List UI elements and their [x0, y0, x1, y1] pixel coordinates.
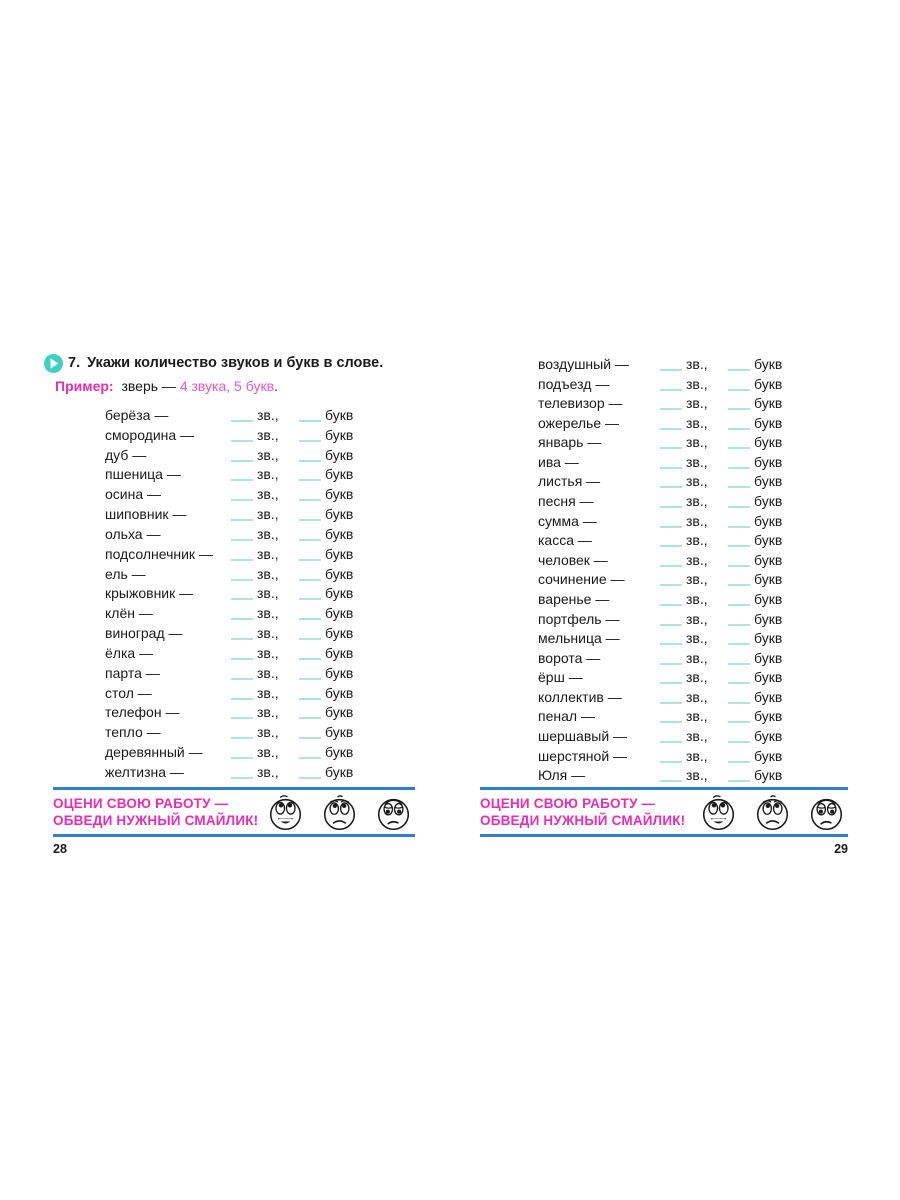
- sounds-unit-label: зв.,: [686, 669, 708, 686]
- letters-blank[interactable]: [728, 776, 750, 782]
- sounds-unit-label: зв.,: [686, 473, 708, 490]
- letters-blank[interactable]: [728, 580, 750, 586]
- sounds-unit-label: зв.,: [257, 684, 279, 701]
- word-row: [105, 485, 395, 505]
- letters-unit-label: букв: [325, 525, 354, 542]
- letters-blank[interactable]: [299, 456, 321, 462]
- letters-unit-label: букв: [325, 585, 354, 602]
- word-row: [538, 727, 828, 747]
- sounds-unit-label: зв.,: [257, 744, 279, 761]
- letters-blank[interactable]: [728, 463, 750, 469]
- letters-unit-label: букв: [754, 571, 783, 588]
- letters-unit-label: букв: [754, 727, 783, 744]
- sounds-unit-label: зв.,: [257, 545, 279, 562]
- word-row: [538, 747, 828, 767]
- letters-blank[interactable]: [728, 698, 750, 704]
- happy-smiley-icon[interactable]: [268, 794, 303, 831]
- word-label: шершавый —: [538, 727, 628, 744]
- word-row: [105, 763, 395, 783]
- letters-blank[interactable]: [299, 535, 321, 541]
- sad-smiley-icon[interactable]: [809, 794, 844, 831]
- example-answer: 4 звука, 5 букв: [179, 378, 274, 394]
- word-label: песня —: [538, 493, 594, 510]
- word-label: желтизна —: [105, 763, 184, 780]
- sounds-unit-label: зв.,: [257, 466, 279, 483]
- letters-blank[interactable]: [728, 522, 750, 528]
- sounds-unit-label: зв.,: [686, 767, 708, 784]
- sounds-unit-label: зв.,: [257, 724, 279, 741]
- letters-unit-label: букв: [325, 446, 354, 463]
- word-row: [105, 684, 395, 704]
- letters-unit-label: букв: [754, 708, 783, 725]
- letters-blank[interactable]: [728, 620, 750, 626]
- word-label: коллектив —: [538, 688, 622, 705]
- letters-blank[interactable]: [299, 515, 321, 521]
- letters-unit-label: букв: [325, 486, 354, 503]
- sounds-blank[interactable]: [660, 443, 682, 449]
- sounds-unit-label: зв.,: [686, 688, 708, 705]
- letters-unit-label: букв: [754, 512, 783, 529]
- sounds-unit-label: зв.,: [686, 356, 708, 372]
- word-row: [105, 406, 395, 426]
- word-label: листья —: [538, 473, 601, 490]
- word-row: [538, 531, 828, 551]
- word-row: [105, 624, 395, 644]
- letters-blank[interactable]: [728, 502, 750, 508]
- sad-smiley-icon[interactable]: [376, 794, 411, 831]
- word-label: ёлка —: [105, 644, 154, 661]
- letters-unit-label: букв: [754, 688, 783, 705]
- letters-blank[interactable]: [728, 678, 750, 684]
- neutral-smiley-icon[interactable]: [322, 794, 357, 831]
- self-assessment-footer-left: [53, 787, 415, 837]
- word-label: человек —: [538, 551, 608, 568]
- sounds-unit-label: зв.,: [257, 426, 279, 443]
- letters-unit-label: букв: [325, 407, 354, 423]
- letters-unit-label: букв: [754, 630, 783, 647]
- sounds-unit-label: зв.,: [686, 571, 708, 588]
- word-row: [538, 433, 828, 453]
- letters-unit-label: букв: [754, 669, 783, 686]
- word-row: [105, 703, 395, 723]
- letters-blank[interactable]: [728, 404, 750, 410]
- letters-blank[interactable]: [299, 594, 321, 600]
- letters-blank[interactable]: [299, 773, 321, 779]
- example-period: .: [274, 378, 278, 394]
- letters-blank[interactable]: [299, 416, 321, 422]
- sounds-unit-label: зв.,: [686, 512, 708, 529]
- word-label: ожерелье —: [538, 414, 620, 431]
- sounds-blank[interactable]: [231, 475, 253, 481]
- sounds-blank[interactable]: [231, 713, 253, 719]
- sounds-blank[interactable]: [660, 600, 682, 606]
- word-label: пенал —: [538, 708, 595, 725]
- word-row: [538, 472, 828, 492]
- word-label: парта —: [105, 664, 160, 681]
- letters-blank[interactable]: [299, 713, 321, 719]
- sounds-unit-label: зв.,: [257, 565, 279, 582]
- word-row: [105, 465, 395, 485]
- sounds-blank[interactable]: [231, 436, 253, 442]
- word-row: [105, 525, 395, 545]
- word-row: [538, 688, 828, 708]
- sounds-blank[interactable]: [231, 654, 253, 660]
- word-label: шерстяной —: [538, 747, 628, 764]
- happy-smiley-icon[interactable]: [701, 794, 736, 831]
- sounds-blank[interactable]: [231, 416, 253, 422]
- sounds-unit-label: зв.,: [686, 434, 708, 451]
- sounds-unit-label: зв.,: [686, 590, 708, 607]
- letters-blank[interactable]: [728, 659, 750, 665]
- sounds-blank[interactable]: [231, 555, 253, 561]
- sounds-blank[interactable]: [231, 773, 253, 779]
- word-label: деревянный —: [105, 744, 203, 761]
- self-assessment-text: [480, 795, 685, 830]
- letters-unit-label: букв: [325, 466, 354, 483]
- sounds-blank[interactable]: [231, 733, 253, 739]
- word-row: [538, 629, 828, 649]
- sounds-unit-label: зв.,: [686, 727, 708, 744]
- word-row: [538, 375, 828, 395]
- word-row: [538, 453, 828, 473]
- letters-blank[interactable]: [299, 555, 321, 561]
- neutral-smiley-icon[interactable]: [755, 794, 790, 831]
- sounds-unit-label: зв.,: [686, 610, 708, 627]
- sounds-blank[interactable]: [660, 365, 682, 371]
- self-assessment-line1: ОЦЕНИ СВОЮ РАБОТУ —: [480, 795, 656, 811]
- word-label: мельница —: [538, 630, 620, 647]
- letters-blank[interactable]: [728, 443, 750, 449]
- word-label: стол —: [105, 684, 152, 701]
- word-row: [538, 355, 828, 375]
- sounds-blank[interactable]: [231, 674, 253, 680]
- sounds-unit-label: зв.,: [257, 664, 279, 681]
- letters-unit-label: букв: [325, 506, 354, 523]
- sounds-unit-label: зв.,: [686, 708, 708, 725]
- sounds-blank[interactable]: [231, 634, 253, 640]
- sounds-unit-label: зв.,: [686, 630, 708, 647]
- word-row: [105, 426, 395, 446]
- sounds-unit-label: зв.,: [257, 625, 279, 642]
- sounds-blank[interactable]: [660, 717, 682, 723]
- word-label: варенье —: [538, 590, 610, 607]
- sounds-unit-label: зв.,: [686, 493, 708, 510]
- letters-blank[interactable]: [299, 475, 321, 481]
- letters-blank[interactable]: [299, 753, 321, 759]
- word-row: [538, 590, 828, 610]
- sounds-blank[interactable]: [660, 424, 682, 430]
- self-assessment-line1: ОЦЕНИ СВОЮ РАБОТУ —: [53, 795, 229, 811]
- sounds-blank[interactable]: [660, 463, 682, 469]
- letters-unit-label: букв: [754, 767, 783, 784]
- sounds-blank[interactable]: [231, 515, 253, 521]
- sounds-unit-label: зв.,: [686, 395, 708, 412]
- sounds-blank[interactable]: [231, 456, 253, 462]
- word-label: касса —: [538, 532, 592, 549]
- sounds-unit-label: зв.,: [257, 605, 279, 622]
- word-row: [538, 512, 828, 532]
- word-list-right: [538, 355, 828, 786]
- word-label: берёза —: [105, 407, 169, 423]
- word-row: [105, 723, 395, 743]
- word-label: ольха —: [105, 525, 161, 542]
- word-label: подъезд —: [538, 375, 610, 392]
- letters-unit-label: букв: [325, 744, 354, 761]
- word-label: телевизор —: [538, 395, 623, 412]
- word-label: тепло —: [105, 724, 161, 741]
- task-marker-icon: [44, 354, 63, 373]
- word-row: [105, 505, 395, 525]
- sounds-unit-label: зв.,: [686, 375, 708, 392]
- letters-blank[interactable]: [299, 654, 321, 660]
- sounds-blank[interactable]: [660, 757, 682, 763]
- letters-unit-label: букв: [754, 414, 783, 431]
- sounds-blank[interactable]: [660, 620, 682, 626]
- letters-unit-label: букв: [325, 763, 354, 780]
- sounds-unit-label: зв.,: [686, 747, 708, 764]
- letters-unit-label: букв: [325, 565, 354, 582]
- sounds-unit-label: зв.,: [257, 446, 279, 463]
- letters-unit-label: букв: [754, 473, 783, 490]
- word-label: подсолнечник —: [105, 545, 213, 562]
- sounds-blank[interactable]: [231, 575, 253, 581]
- word-label: крыжовник —: [105, 585, 194, 602]
- letters-blank[interactable]: [728, 561, 750, 567]
- word-label: Юля —: [538, 767, 586, 784]
- sounds-unit-label: зв.,: [257, 486, 279, 503]
- page-number-right: 29: [834, 842, 848, 856]
- task-number: 7.: [68, 355, 81, 371]
- sounds-blank[interactable]: [660, 659, 682, 665]
- sounds-blank[interactable]: [660, 541, 682, 547]
- word-row: [105, 565, 395, 585]
- word-row: [105, 604, 395, 624]
- sounds-unit-label: зв.,: [686, 453, 708, 470]
- word-label: ёрш —: [538, 669, 583, 686]
- task-header: [44, 354, 383, 373]
- word-label: пшеница —: [105, 466, 181, 483]
- sounds-unit-label: зв.,: [686, 551, 708, 568]
- example-label: Пример:: [55, 378, 114, 394]
- word-row: [538, 551, 828, 571]
- self-assessment-text: [53, 795, 258, 830]
- word-label: дуб —: [105, 446, 147, 463]
- letters-blank[interactable]: [728, 600, 750, 606]
- sounds-unit-label: зв.,: [686, 649, 708, 666]
- sounds-unit-label: зв.,: [257, 506, 279, 523]
- word-row: [538, 668, 828, 688]
- letters-blank[interactable]: [299, 495, 321, 501]
- letters-unit-label: букв: [325, 664, 354, 681]
- word-row: [105, 664, 395, 684]
- sounds-blank[interactable]: [660, 580, 682, 586]
- word-list-left: [105, 406, 395, 783]
- sounds-blank[interactable]: [660, 678, 682, 684]
- letters-unit-label: букв: [754, 649, 783, 666]
- smiley-group: [268, 794, 411, 831]
- letters-blank[interactable]: [299, 614, 321, 620]
- letters-unit-label: букв: [754, 532, 783, 549]
- letters-blank[interactable]: [728, 737, 750, 743]
- smiley-group: [701, 794, 844, 831]
- word-label: сумма —: [538, 512, 597, 529]
- word-row: [538, 492, 828, 512]
- letters-blank[interactable]: [299, 575, 321, 581]
- sounds-unit-label: зв.,: [257, 585, 279, 602]
- letters-unit-label: букв: [325, 684, 354, 701]
- example-line: [55, 377, 278, 395]
- letters-unit-label: букв: [754, 395, 783, 412]
- letters-unit-label: букв: [754, 551, 783, 568]
- self-assessment-line2: ОБВЕДИ НУЖНЫЙ СМАЙЛИК!: [53, 813, 259, 828]
- letters-unit-label: букв: [754, 434, 783, 451]
- letters-unit-label: букв: [754, 493, 783, 510]
- sounds-blank[interactable]: [231, 753, 253, 759]
- word-row: [538, 394, 828, 414]
- word-row: [105, 446, 395, 466]
- divider: [53, 834, 415, 837]
- word-row: [105, 743, 395, 763]
- sounds-blank[interactable]: [660, 639, 682, 645]
- letters-unit-label: букв: [325, 644, 354, 661]
- sounds-unit-label: зв.,: [257, 763, 279, 780]
- sounds-unit-label: зв.,: [686, 414, 708, 431]
- letters-unit-label: букв: [754, 453, 783, 470]
- sounds-blank[interactable]: [660, 404, 682, 410]
- word-row: [538, 610, 828, 630]
- word-label: воздушный —: [538, 356, 629, 372]
- word-label: телефон —: [105, 704, 180, 721]
- sounds-unit-label: зв.,: [257, 525, 279, 542]
- sounds-blank[interactable]: [231, 614, 253, 620]
- sounds-blank[interactable]: [231, 594, 253, 600]
- word-label: ворота —: [538, 649, 601, 666]
- letters-blank[interactable]: [299, 436, 321, 442]
- sounds-blank[interactable]: [660, 482, 682, 488]
- letters-unit-label: букв: [754, 375, 783, 392]
- word-row: [105, 545, 395, 565]
- sounds-blank[interactable]: [231, 535, 253, 541]
- letters-blank[interactable]: [728, 482, 750, 488]
- word-row: [105, 584, 395, 604]
- letters-blank[interactable]: [299, 634, 321, 640]
- letters-unit-label: букв: [754, 590, 783, 607]
- word-label: январь —: [538, 434, 602, 451]
- sounds-blank[interactable]: [660, 776, 682, 782]
- word-label: клён —: [105, 605, 153, 622]
- letters-blank[interactable]: [728, 757, 750, 763]
- letters-unit-label: букв: [754, 356, 783, 372]
- letters-unit-label: букв: [754, 610, 783, 627]
- word-label: портфель —: [538, 610, 620, 627]
- sounds-unit-label: зв.,: [257, 407, 279, 423]
- letters-blank[interactable]: [728, 541, 750, 547]
- sounds-blank[interactable]: [660, 698, 682, 704]
- word-row: [538, 414, 828, 434]
- word-label: ель —: [105, 565, 146, 582]
- self-assessment-footer-right: [480, 787, 848, 837]
- letters-blank[interactable]: [299, 674, 321, 680]
- word-label: шиповник —: [105, 506, 187, 523]
- word-row: [105, 644, 395, 664]
- word-row: [538, 649, 828, 669]
- letters-unit-label: букв: [325, 426, 354, 443]
- word-label: ива —: [538, 453, 579, 470]
- sounds-blank[interactable]: [660, 561, 682, 567]
- letters-blank[interactable]: [728, 365, 750, 371]
- divider: [480, 834, 848, 837]
- sounds-blank[interactable]: [660, 385, 682, 391]
- letters-unit-label: букв: [325, 704, 354, 721]
- sounds-blank[interactable]: [660, 737, 682, 743]
- letters-unit-label: букв: [325, 625, 354, 642]
- page-number-left: 28: [53, 842, 67, 856]
- sounds-blank[interactable]: [231, 694, 253, 700]
- sounds-blank[interactable]: [660, 522, 682, 528]
- letters-blank[interactable]: [728, 639, 750, 645]
- sounds-unit-label: зв.,: [686, 532, 708, 549]
- word-row: [538, 570, 828, 590]
- letters-blank[interactable]: [299, 733, 321, 739]
- letters-blank[interactable]: [728, 385, 750, 391]
- word-row: [538, 766, 828, 786]
- letters-blank[interactable]: [299, 694, 321, 700]
- word-label: виноград —: [105, 625, 183, 642]
- letters-unit-label: букв: [754, 747, 783, 764]
- word-label: сочинение —: [538, 571, 625, 588]
- task-title: Укажи количество звуков и букв в слове.: [87, 355, 384, 371]
- sounds-blank[interactable]: [660, 502, 682, 508]
- word-row: [538, 707, 828, 727]
- self-assessment-line2: ОБВЕДИ НУЖНЫЙ СМАЙЛИК!: [480, 813, 686, 828]
- letters-blank[interactable]: [728, 717, 750, 723]
- letters-unit-label: букв: [325, 724, 354, 741]
- sounds-unit-label: зв.,: [257, 704, 279, 721]
- word-label: смородина —: [105, 426, 195, 443]
- letters-unit-label: букв: [325, 545, 354, 562]
- sounds-blank[interactable]: [231, 495, 253, 501]
- sounds-unit-label: зв.,: [257, 644, 279, 661]
- word-label: осина —: [105, 486, 162, 503]
- letters-blank[interactable]: [728, 424, 750, 430]
- example-word: зверь —: [121, 378, 176, 394]
- letters-unit-label: букв: [325, 605, 354, 622]
